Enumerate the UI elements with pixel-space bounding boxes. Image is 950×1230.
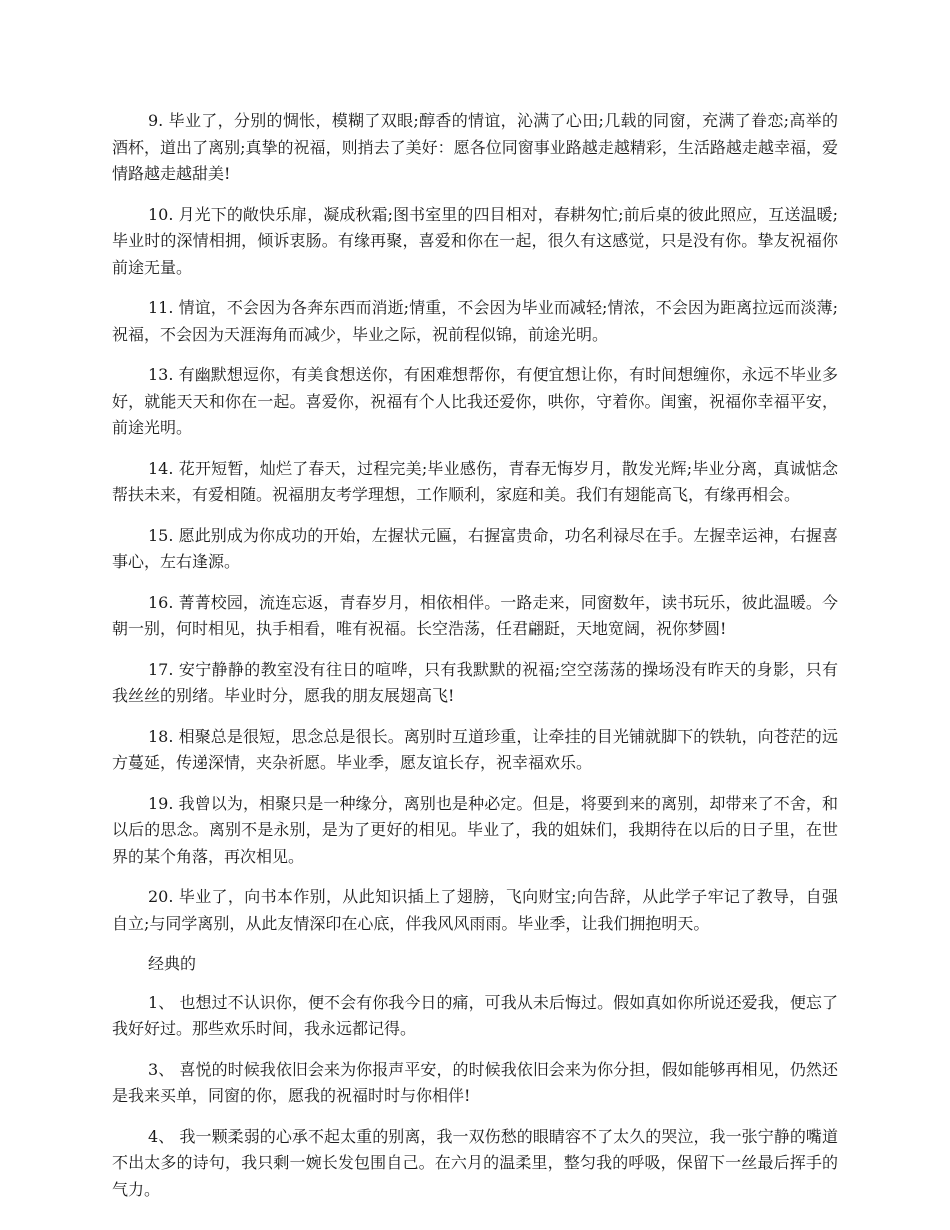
paragraph-15: 15. 愿此别成为你成功的开始，左握状元匾，右握富贵命，功名利禄尽在手。左握幸运神，右握喜事心，左右逢源。 [112, 525, 838, 571]
section-heading: 经典的 [148, 954, 197, 973]
paragraph-17: 17. 安宁静静的教室没有往日的喧哗，只有我默默的祝福;空空荡荡的操场没有昨天的身影，只有我丝丝的别绪。毕业时分，愿我的朋友展翅高飞! [112, 659, 838, 705]
classic-paragraph-3: 3、 喜悦的时候我依旧会来为你报声平安，的时候我依旧会来为你分担，假如能够再相见，仍然还是我来买单，同窗的你，愿我的祝福时时与你相伴! [112, 1059, 838, 1105]
classic-paragraph-1: 1、 也想过不认识你，便不会有你我今日的痛，可我从未后悔过。假如真如你所说还爱我，便忘了我好好过。那些欢乐时间，我永远都记得。 [112, 992, 838, 1038]
paragraph-13: 13. 有幽默想逗你，有美食想送你，有困难想帮你，有便宜想让你，有时间想缠你，永远不毕业多好，就能天天和你在一起。喜爱你，祝福有个人比我还爱你，哄你，守着你。闺蜜，祝福你幸福平安，前途光明。 [112, 365, 838, 437]
paragraph-16: 16. 菁菁校园，流连忘返，青春岁月，相依相伴。一路走来，同窗数年，读书玩乐，彼此温暖。今朝一别，何时相见，执手相看，唯有祝福。长空浩荡，任君翩跹，天地宽阔，祝你梦圆! [112, 592, 838, 638]
paragraph-11: 11. 情谊，不会因为各奔东西而消逝;情重，不会因为毕业而减轻;情浓，不会因为距离拉远而淡薄;祝福，不会因为天涯海角而减少，毕业之际，祝前程似锦，前途光明。 [112, 298, 838, 344]
classic-paragraph-4: 4、 我一颗柔弱的心承不起太重的别离，我一双伤愁的眼睛容不了太久的哭泣，我一张宁静的嘴道不出太多的诗句，我只剩一婉长发包围自己。在六月的温柔里，整匀我的呼吸，保留下一丝最后挥手的气力。 [112, 1126, 838, 1199]
paragraph-20: 20. 毕业了，向书本作别，从此知识插上了翅膀，飞向财宝;向告辞，从此学子牢记了教导，自强自立;与同学离别，从此友情深印在心底，伴我风风雨雨。毕业季，让我们拥抱明天。 [112, 887, 838, 933]
paragraph-18: 18. 相聚总是很短，思念总是很长。离别时互道珍重，让牵挂的目光铺就脚下的铁轨，向苍茫的远方蔓延，传递深情，夹杂祈愿。毕业季，愿友谊长存，祝幸福欢乐。 [112, 726, 838, 772]
paragraph-14: 14. 花开短暂，灿烂了春天，过程完美;毕业感伤，青春无悔岁月，散发光辉;毕业分离，真诚惦念帮扶未来，有爱相随。祝福朋友考学理想，工作顺利，家庭和美。我们有翅能高飞，有缘再相会。 [112, 458, 838, 504]
paragraph-10: 10. 月光下的敞快乐扉，凝成秋霜;图书室里的四目相对，春耕匆忙;前后桌的彼此照应，互送温暖;毕业时的深情相拥，倾诉衷肠。有缘再聚，喜爱和你在一起，很久有这感觉，只是没有你。挚友祝福你前途无量。 [112, 204, 838, 277]
paragraph-9: 9. 毕业了，分别的惆怅，模糊了双眼;醇香的情谊，沁满了心田;几载的同窗，充满了眷恋;高举的酒杯，道出了离别;真挚的祝福，则捎去了美好：愿各位同窗事业路越走越精彩，生活路越走越幸福，爱情路越走越甜美! [112, 111, 838, 183]
paragraph-19: 19. 我曾以为，相聚只是一种缘分，离别也是种必定。但是，将要到来的离别，却带来了不舍，和以后的思念。离别不是永别，是为了更好的相见。毕业了，我的姐妹们，我期待在以后的日子里，在世界的某个角落，再次相见。 [112, 793, 838, 866]
document-body [112, 108, 838, 1217]
